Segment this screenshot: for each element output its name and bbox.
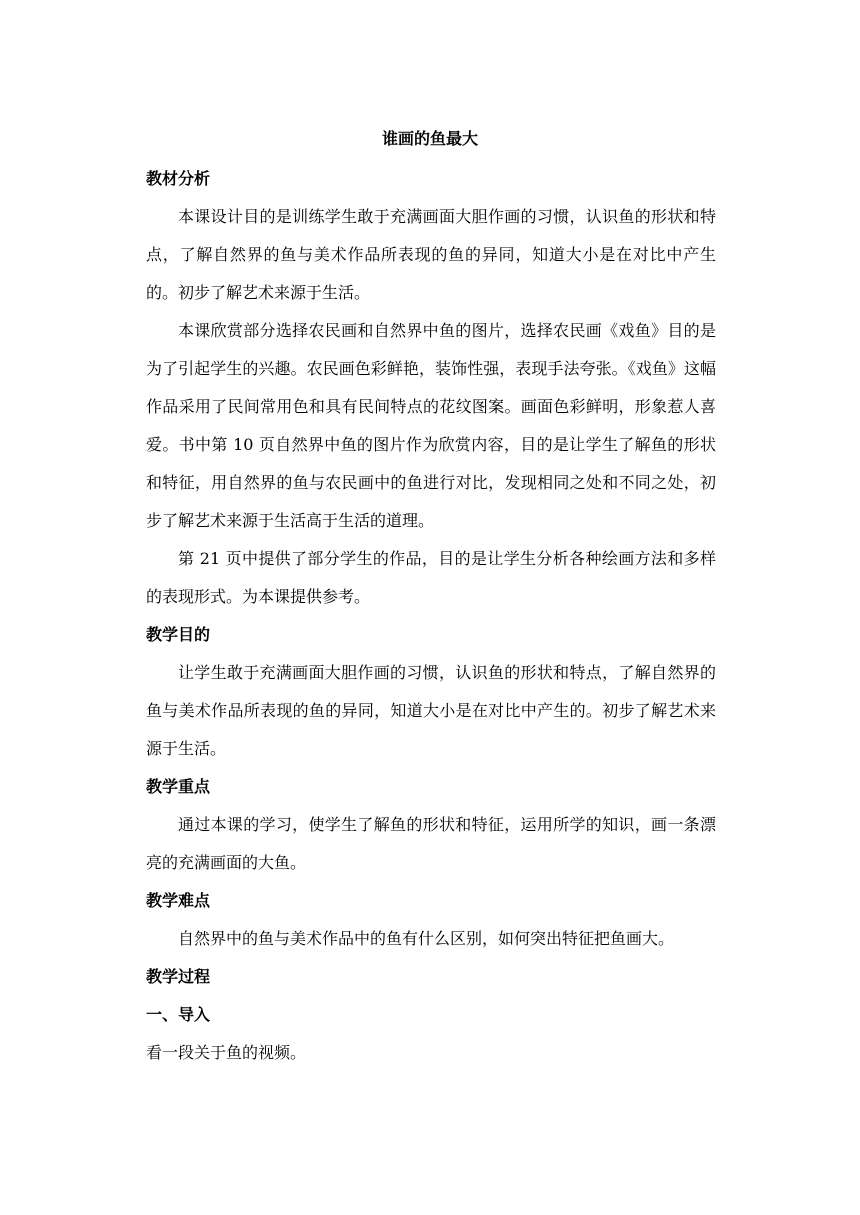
section-heading-difficulty: 教学难点 xyxy=(146,891,211,910)
analysis-paragraph-3: 第 21 页中提供了部分学生的作品，目的是让学生分析各种绘画方法和多样的表现形式。为本课提供参考。 xyxy=(146,549,716,606)
analysis-paragraph-1: 本课设计目的是训练学生敢于充满画面大胆作画的习惯，认识鱼的形状和特点，了解自然界的鱼与美术作品所表现的鱼的异同，知道大小是在对比中产生的。初步了解艺术来源于生活。 xyxy=(146,207,716,302)
section-heading-analysis: 教材分析 xyxy=(146,169,211,188)
section-heading-process: 教学过程 xyxy=(146,967,211,986)
goal-paragraph-1: 让学生敢于充满画面大胆作画的习惯，认识鱼的形状和特点，了解自然界的鱼与美术作品所表现的鱼的异同，知道大小是在对比中产生的。初步了解艺术来源于生活。 xyxy=(146,663,716,758)
key-paragraph-1: 通过本课的学习，使学生了解鱼的形状和特征，运用所学的知识，画一条漂亮的充满画面的大鱼。 xyxy=(146,815,716,872)
section-heading-goal: 教学目的 xyxy=(146,625,211,644)
analysis-paragraph-2: 本课欣赏部分选择农民画和自然界中鱼的图片，选择农民画《戏鱼》目的是为了引起学生的兴趣。农民画色彩鲜艳，装饰性强，表现手法夸张。《戏鱼》这幅作品采用了民间常用色和具有民间特点的花纹图案。画面色彩鲜明，形象惹人喜爱。书中第 10 页自然界中鱼的图片作为欣赏内容，目的是让学生了解鱼的形状和特征，用自然界的鱼与农民画中的鱼进行对比，发现相同之处和不同之处，初步了解艺术来源于生活高于生活的道理。 xyxy=(146,321,716,530)
process-step1-paragraph-1: 看一段关于鱼的视频。 xyxy=(146,1043,307,1062)
document-body xyxy=(146,160,716,1072)
section-heading-key: 教学重点 xyxy=(146,777,211,796)
difficulty-paragraph-1: 自然界中的鱼与美术作品中的鱼有什么区别，如何突出特征把鱼画大。 xyxy=(178,929,675,948)
process-step1-heading: 一、导入 xyxy=(146,1005,211,1024)
document-title: 谁画的鱼最大 xyxy=(381,129,478,148)
